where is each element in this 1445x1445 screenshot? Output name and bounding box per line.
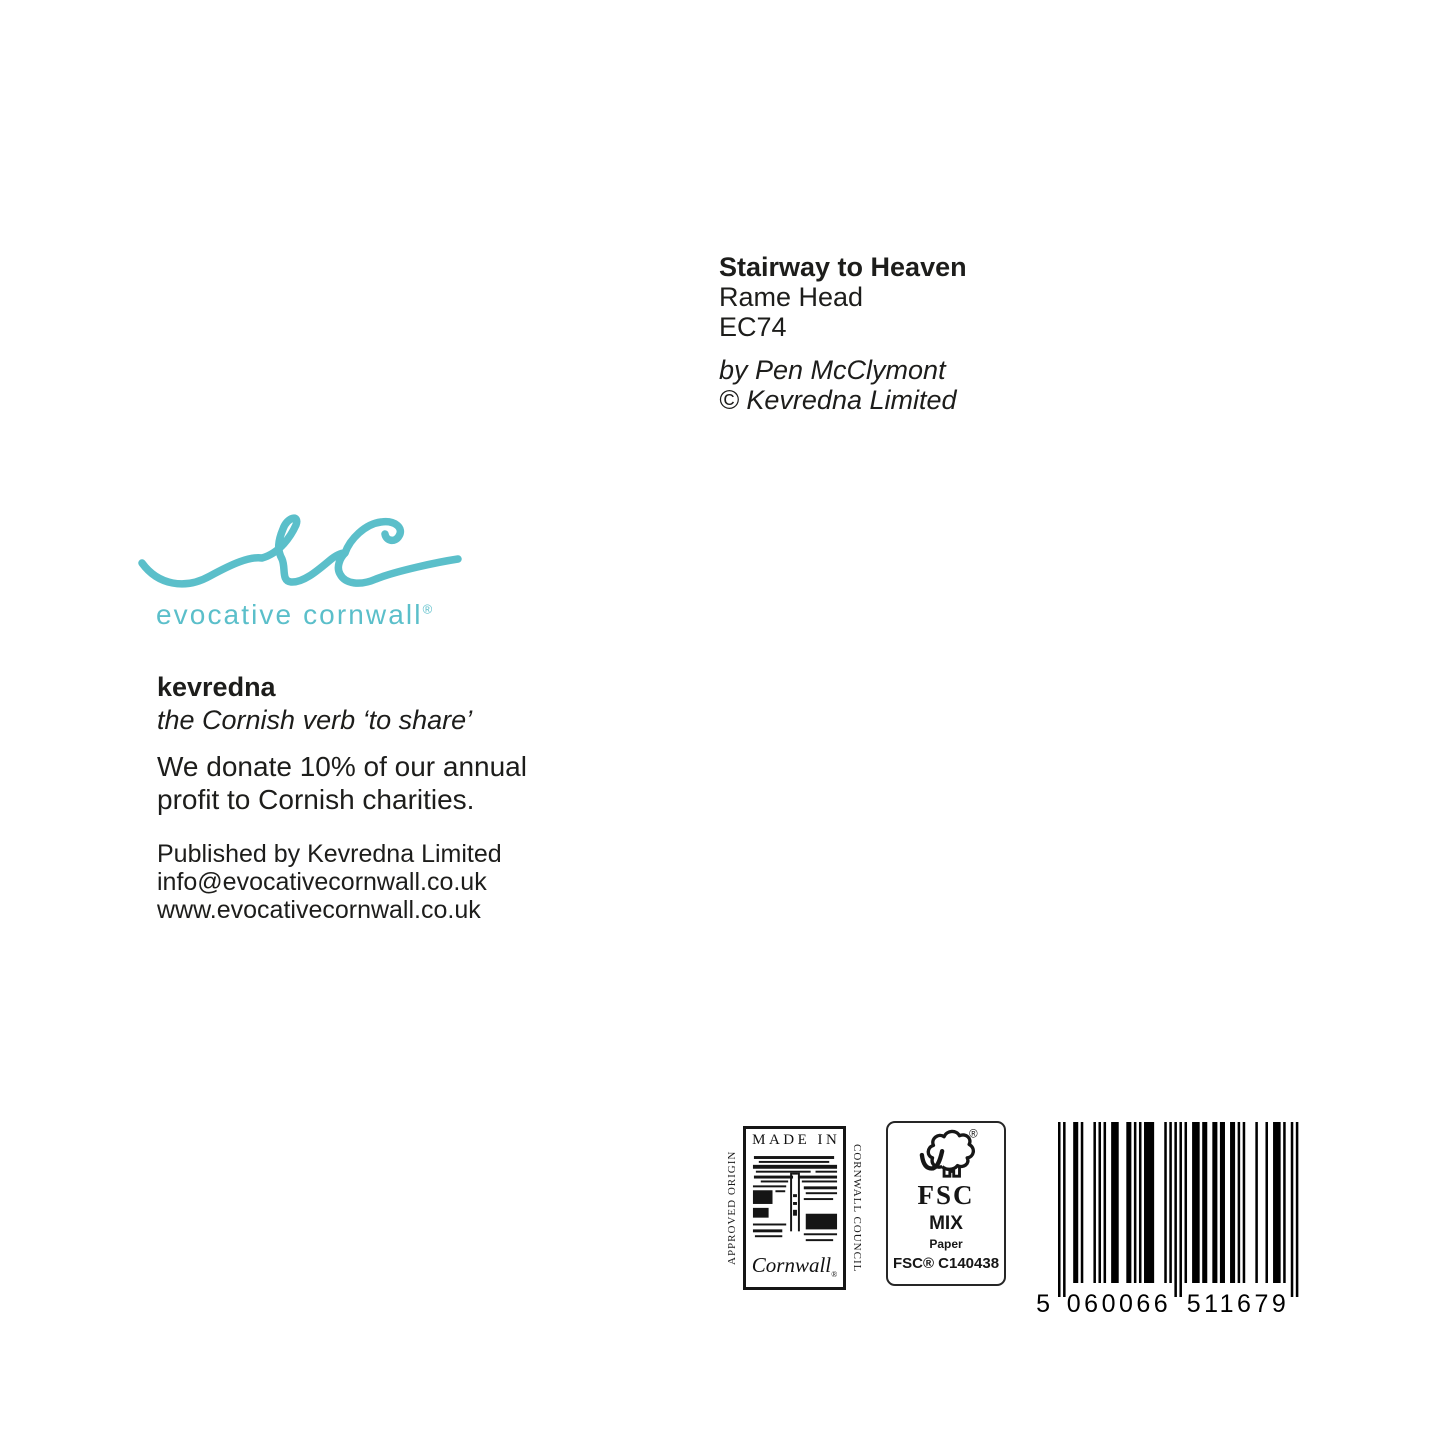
barcode-first-digit: 5	[1036, 1290, 1050, 1318]
published-by-line: Published by Kevredna Limited	[157, 840, 502, 868]
fsc-label	[886, 1121, 1006, 1286]
publisher-info-block	[157, 672, 527, 924]
fsc-grade: MIX	[929, 1213, 963, 1234]
artwork-code: EC74	[719, 312, 787, 342]
artwork-title: Stairway to Heaven	[719, 252, 967, 282]
publisher-website: www.evocativecornwall.co.uk	[157, 896, 481, 924]
artwork-credits	[719, 355, 967, 415]
made-in-header: MADE IN	[752, 1132, 841, 1148]
barcode-right-digits: 511679	[1186, 1290, 1290, 1318]
donation-statement	[157, 750, 527, 816]
donation-line: We donate 10% of our annual	[157, 751, 527, 782]
brand-wordmark	[156, 599, 432, 631]
barcode-bars	[1058, 1122, 1298, 1297]
artist-credit: by Pen McClymont	[719, 355, 946, 385]
artwork-info-block	[719, 252, 967, 415]
barcode-left-digits: 060066	[1066, 1290, 1172, 1318]
made-in-cornwall-stamp	[726, 1122, 863, 1294]
cornwall-woodcut-art-icon	[751, 1154, 839, 1250]
fsc-tree-checkmark-icon	[914, 1128, 978, 1182]
fsc-license-code: FSC® C140438	[892, 1255, 1000, 1272]
copyright-line: © Kevredna Limited	[719, 385, 957, 415]
fsc-acronym: FSC	[917, 1180, 975, 1210]
cornwall-registered-mark: ®	[831, 1270, 838, 1279]
artwork-location: Rame Head	[719, 282, 864, 312]
cornwall-council-label: CORNWALL COUNCIL	[851, 1143, 863, 1273]
cornwall-script-text: Cornwall®	[751, 1252, 838, 1279]
ec-script-logo-icon	[128, 504, 473, 604]
donation-line: profit to Cornish charities.	[157, 784, 475, 815]
kevredna-meaning: the Cornish verb ‘to share’	[157, 705, 473, 735]
fsc-tree-registered-mark: ®	[969, 1128, 978, 1141]
approved-origin-label: APPROVED ORIGIN	[726, 1150, 738, 1266]
kevredna-name: kevredna	[157, 672, 276, 702]
publisher-email: info@evocativecornwall.co.uk	[157, 868, 487, 896]
brand-registered-mark: ®	[422, 601, 433, 617]
made-in-cornwall-box	[743, 1126, 846, 1290]
fsc-material: Paper	[929, 1237, 963, 1251]
publisher-contact	[157, 840, 527, 924]
brand-wordmark-text: evocative cornwall	[156, 599, 423, 630]
ean13-barcode	[1036, 1120, 1306, 1318]
